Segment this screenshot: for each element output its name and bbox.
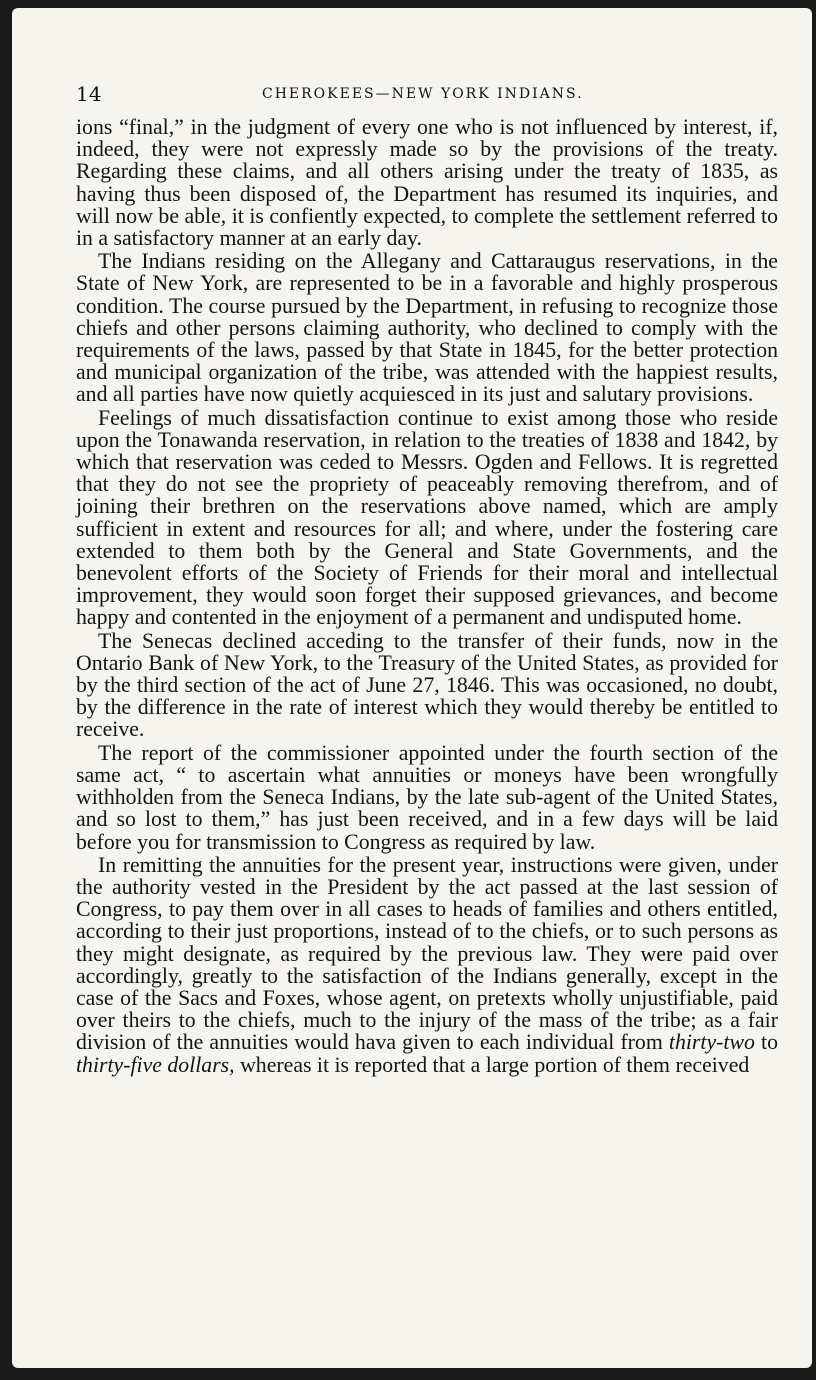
emphasis-thirty-two: thirty-two	[668, 1030, 755, 1055]
paragraph-2: The Indians residing on the Allegany and Cattaraugus reservations, in the State of New York, are represented to be in a favorable and highly prosperous condition. The course pursued by the Department, in refusing to recognize those chiefs and other persons claiming authority, who declined to comply with the requirements of the laws, passed by that State in 1845, for the better protection and municipal organization of the tribe, was attended with the happiest results, and all parties have now quietly acquiesced in its just and salutary provisions.	[76, 249, 778, 407]
running-title: CHEROKEES—NEW YORK INDIANS.	[262, 86, 584, 102]
page-content	[76, 82, 778, 1076]
page-number: 14	[76, 82, 102, 106]
paragraph-6-text-before: In remitting the annuities for the present year, instructions were given, under the authority vested in the President by the act passed at the last session of Congress, to pay them over in all cases to heads of families and others entitled, according to their just proportions, instead of to the chiefs, or to such persons as they might designate, as required by the previous law. They were paid over accordingly, greatly to the satisfaction of the Indians generally, except in the case of the Sacs and Foxes, whose agent, on pretexts wholly unjustifiable, paid over theirs to the chiefs, much to the injury of the mass of the tribe; as a fair division of the annuities would hava given to each individual from	[76, 852, 778, 1055]
paragraph-3: Feelings of much dissatisfaction continue to exist among those who reside upon the Tonawanda reservation, in relation to the treaties of 1838 and 1842, by which that reservation was ceded to Messrs. Ogden and Fellows. It is regretted that they do not see the propriety of peaceably removing therefrom, and of joining their brethren on the reservations above named, which are amply sufficient in extent and resources for all; and where, under the fostering care extended to them both by the General and State Governments, and the benevolent efforts of the Society of Friends for their moral and intellectual improvement, they would soon forget their supposed grievances, and become happy and contented in the enjoyment of a permanent and undisputed home.	[76, 405, 778, 630]
paragraph-1: ions “final,” in the judgment of every one who is not influenced by interest, if, indeed, they were not expressly made so by the provisions of the treaty. Regarding these claims, and all others arising under the treaty of 1835, as having thus been disposed of, the Department has resumed its inquiries, and will now be able, it is confiently expected, to complete the settlement referred to in a satisfactory manner at an early day.	[76, 115, 778, 251]
paragraph-6	[76, 854, 778, 1076]
paragraph-5: The report of the commissioner appointed under the fourth section of the same act, “ to ascertain what annuities or moneys have been wrongfully withholden from the Seneca Indians, by the late sub-agent of the United States, and so lost to them,” has just been received, and in a few days will be laid before you for transmission to Congress as required by law.	[76, 740, 778, 854]
emphasis-thirty-five-dollars: thirty-five dollars	[76, 1052, 230, 1077]
paragraph-4: The Senecas declined acceding to the transfer of their funds, now in the Ontario Bank of New York, to the Treasury of the United States, as provided for by the third section of the act of June 27, 1846. This was occasioned, no doubt, by the difference in the rate of interest which they would thereby be entitled to receive.	[76, 628, 778, 742]
running-head	[76, 82, 778, 108]
book-page	[12, 8, 812, 1368]
paragraph-6-text-after: , whereas it is reported that a large portion of them received	[229, 1052, 750, 1077]
paragraph-6-text-middle: to	[754, 1030, 778, 1055]
body-text	[76, 116, 778, 1076]
